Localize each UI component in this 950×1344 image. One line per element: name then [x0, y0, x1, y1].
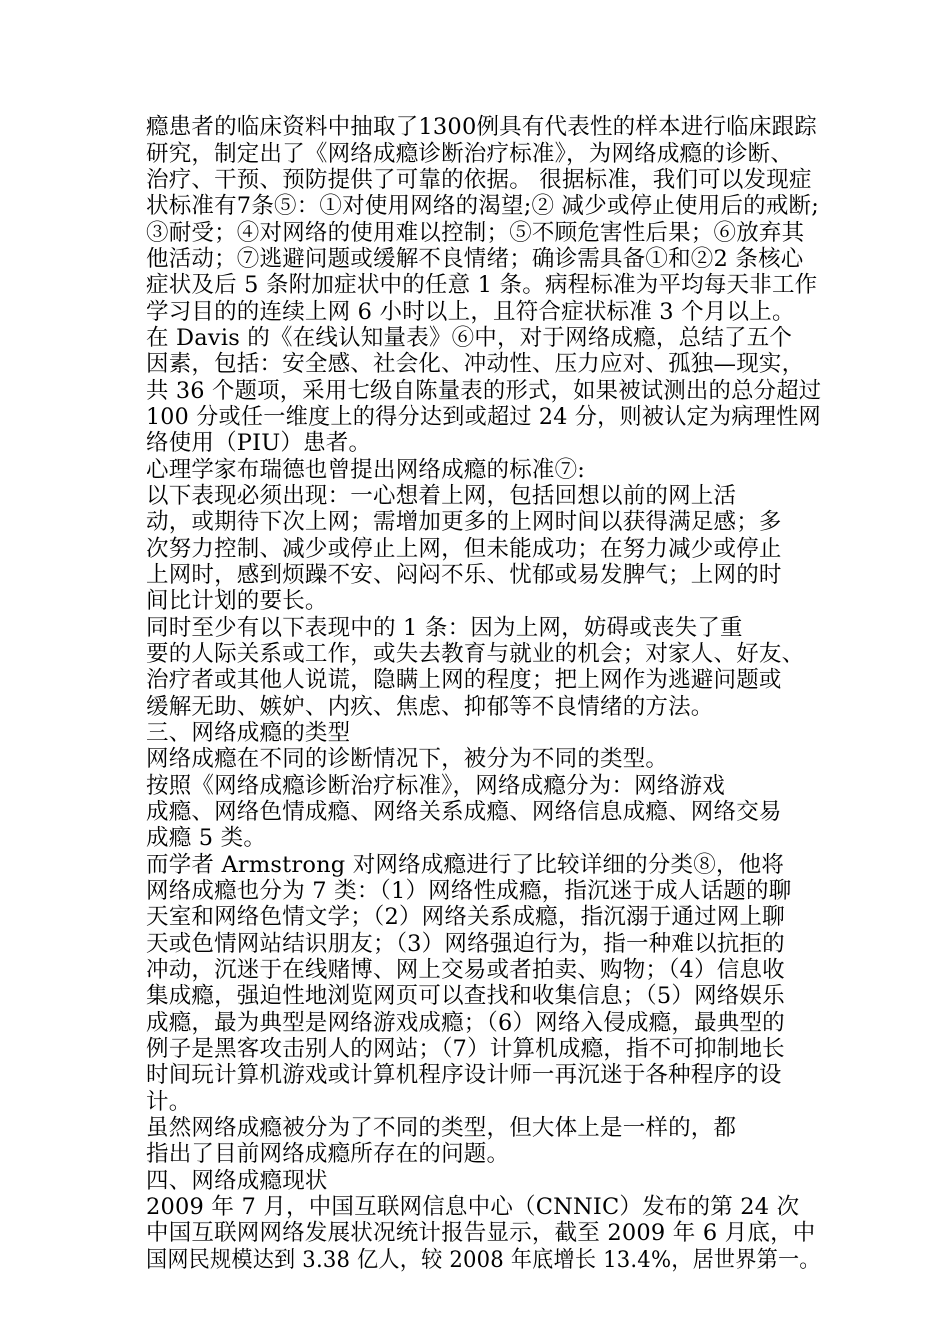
text-line: 时间玩计算机游戏或计算机程序设计师一再沉迷于各种程序的设	[146, 1062, 782, 1088]
text-line: 治疗、干预、预防提供了可靠的依据。 很据标准，我们可以发现症	[146, 167, 812, 193]
text-line: 动，或期待下次上网；需增加更多的上网时间以获得满足感；多	[146, 509, 782, 535]
text-line: 治疗者或其他人说谎，隐瞒上网的程度；把上网作为逃避问题或	[146, 667, 782, 693]
text-line: 次努力控制、减少或停止上网，但未能成功；在努力减少或停止	[146, 536, 782, 562]
text-line: 同时至少有以下表现中的 1 条：因为上网，妨碍或丧失了重	[146, 615, 743, 641]
text-line: 100 分或任一维度上的得分达到或超过 24 分，则被认定为病理性网	[146, 404, 821, 430]
text-line: 要的人际关系或工作，或失去教育与就业的机会；对家人、好友、	[146, 641, 805, 667]
text-line: 集成瘾，强迫性地浏览网页可以查找和收集信息；（5）网络娱乐	[146, 983, 785, 1009]
text-line: 学习目的的连续上网 6 小时以上，且符合症状标准 3 个月以上。	[146, 299, 795, 325]
section-heading: 三、网络成瘾的类型	[146, 720, 351, 746]
text-line: 以下表现必须出现：一心想着上网，包括回想以前的网上活	[146, 483, 737, 509]
text-line: 而学者 Armstrong 对网络成瘾进行了比较详细的分类⑧，他将	[146, 852, 785, 878]
text-line: 络使用（PIU）患者。	[146, 430, 372, 456]
text-line: 虽然网络成瘾被分为了不同的类型，但大体上是一样的，都	[146, 1115, 737, 1141]
text-line: 成瘾、网络色情成瘾、网络关系成瘾、网络信息成瘾、网络交易	[146, 799, 782, 825]
section-heading: 四、网络成瘾现状	[146, 1168, 328, 1194]
text-line: 成瘾，最为典型是网络游戏成瘾；（6）网络入侵成瘾，最典型的	[146, 1010, 785, 1036]
text-line: 网络成瘾在不同的诊断情况下，被分为不同的类型。	[146, 746, 669, 772]
text-line: 瘾患者的临床资料中抽取了1300例具有代表性的样本进行临床跟踪	[146, 114, 817, 140]
text-line: 他活动；⑦逃避问题或缓解不良情绪；确诊需具备①和②2 条核心	[146, 246, 804, 272]
text-line: 天室和网络色情文学；（2）网络关系成瘾，指沉溺于通过网上聊	[146, 904, 785, 930]
text-line: 网络成瘾也分为 7 类：（1）网络性成瘾，指沉迷于成人话题的聊	[146, 878, 792, 904]
text-line: 间比计划的要长。	[146, 588, 328, 614]
text-line: 共 36 个题项，采用七级自陈量表的形式，如果被试测出的总分超过	[146, 378, 822, 404]
text-line: 冲动，沉迷于在线赌博、网上交易或者拍卖、购物；（4）信息收	[146, 957, 785, 983]
text-line: 按照《网络成瘾诊断治疗标准》，网络成瘾分为：网络游戏	[146, 773, 725, 799]
text-line: 中国互联网网络发展状况统计报告显示，截至 2009 年 6 月底，中	[146, 1220, 816, 1246]
text-line: 指出了目前网络成瘾所存在的问题。	[146, 1141, 510, 1167]
text-line: 成瘾 5 类。	[146, 825, 267, 851]
text-line: 上网时，感到烦躁不安、闷闷不乐、忧郁或易发脾气；上网的时	[146, 562, 782, 588]
text-line: 例子是黑客攻击别人的网站；（7）计算机成瘾，指不可抑制地长	[146, 1036, 785, 1062]
text-line: 国网民规模达到 3.38 亿人，较 2008 年底增长 13.4%，居世界第一。	[146, 1247, 821, 1273]
text-line: 研究，制定出了《网络成瘾诊断治疗标准》，为网络成瘾的诊断、	[146, 141, 794, 167]
text-line: 因素，包括：安全感、社会化、冲动性、压力应对、孤独—现实，	[146, 351, 805, 377]
text-line: ③耐受；④对网络的使用难以控制；⑤不顾危害性后果；⑥放弃其	[146, 220, 805, 246]
text-line: 计。	[146, 1089, 192, 1115]
text-line: 缓解无助、嫉妒、内疚、焦虑、抑郁等不良情绪的方法。	[146, 694, 714, 720]
text-line: 状标准有7条⑤：①对使用网络的渴望;② 减少或停止使用后的戒断;	[146, 193, 820, 219]
text-line: 2009 年 7 月，中国互联网信息中心（CNNIC）发布的第 24 次	[146, 1194, 800, 1220]
text-line: 在 Davis 的《在线认知量表》⑥中，对于网络成瘾，总结了五个	[146, 325, 793, 351]
text-line: 症状及后 5 条附加症状中的任意 1 条。病程标准为平均每天非工作	[146, 272, 818, 298]
text-line: 心理学家布瑞德也曾提出网络成瘾的标准⑦:	[146, 457, 586, 483]
text-line: 天或色情网站结识朋友；（3）网络强迫行为，指一种难以抗拒的	[146, 931, 785, 957]
